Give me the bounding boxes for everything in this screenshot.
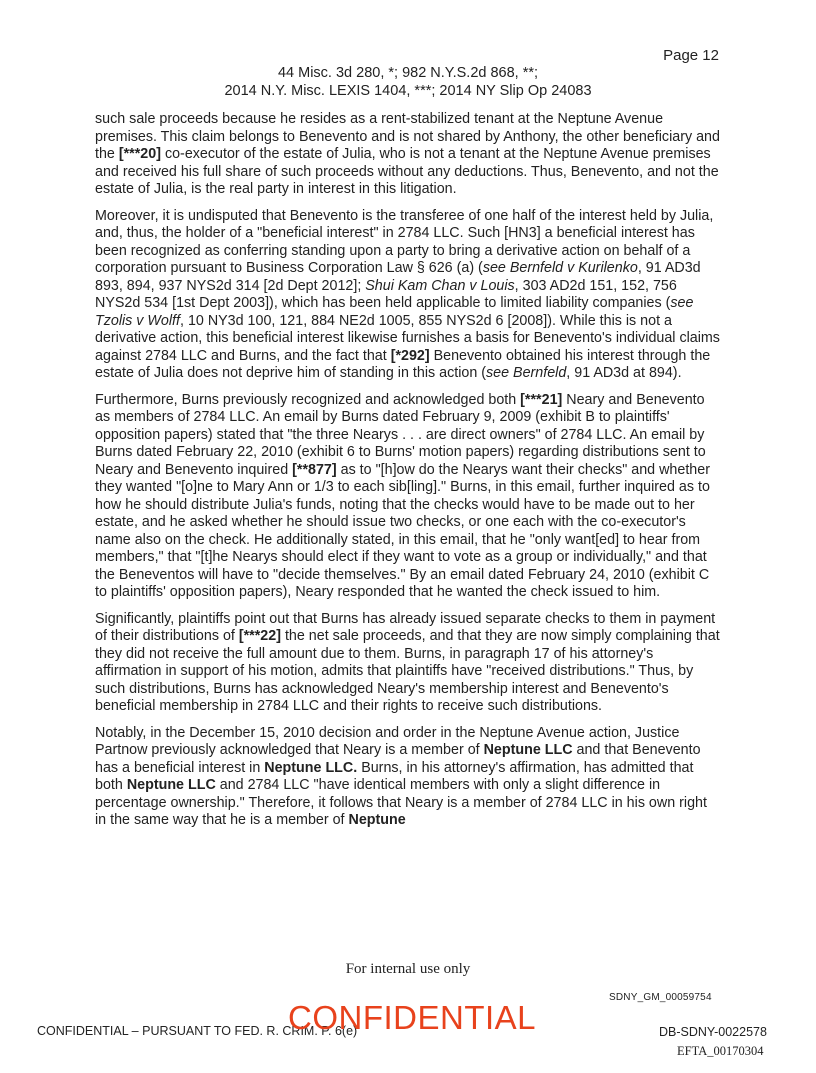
confidential-stamp: CONFIDENTIAL [288, 999, 537, 1036]
internal-use-note: For internal use only [345, 961, 471, 977]
opinion-body [95, 111, 720, 839]
bates-number-gm: SDNY_GM_00059754 [609, 992, 712, 1003]
case-citation: see Tzolis v Wolff [95, 295, 694, 329]
page-number: Page 12 [663, 47, 719, 64]
case-citation: see Bernfeld [486, 365, 567, 381]
paragraph-5: Notably, in the December 15, 2010 decision and order in the Neptune Avenue action, Justice Partnow previously acknowledged that Neary is a member of Neptune LLC and that Benevento has a beneficial interest in Neptune LLC. Burns, in his attorney's affirmation, has admitted that both Neptune LLC and 2784 LLC "have identical members with only a slight difference in percentage ownership." Therefore, it follows that Neary is a member of 2784 LLC in his own right in the same way that he is a member of Neptune [95, 724, 707, 828]
citation-header [0, 64, 816, 100]
citation-line-2: 2014 N.Y. Misc. LEXIS 1404, ***; 2014 NY Slip Op 24083 [224, 83, 592, 99]
citation-line-1: 44 Misc. 3d 280, *; 982 N.Y.S.2d 868, **; [277, 65, 539, 81]
paragraph-2: Moreover, it is undisputed that Benevento is the transferee of one half of the interest held by Julia, and, thus, the holder of a "beneficial interest" in 2784 LLC. Such [HN3] a beneficial interest has been recognized as conferring standing upon a party to bring a derivative action on behalf of a corporation pursuant to Business Corporation Law § 626 (a) (see Bernfeld v Kurilenko, 91 AD3d 893, 894, 937 NYS2d 314 [2d Dept 2012]; Shui Kam Chan v Louis, 303 AD2d 151, 152, 756 NYS2d 534 [1st Dept 2003]), which has been held applicable to limited liability companies (see Tzolis v Wolff, 10 NY3d 100, 121, 884 NE2d 1005, 855 NYS2d 6 [2008]). While this is not a derivative action, this beneficial interest likewise furnishes a basis for Benevento's individual claims against 2784 LLC and Burns, and the fact that [*292] Benevento obtained his interest through the estate of Julia does not deprive him of standing in this action (see Bernfeld, 91 AD3d at 894). [95, 207, 720, 381]
paragraph-1: such sale proceeds because he resides as a rent-stabilized tenant at the Neptune Avenue premises. This claim belongs to Benevento and is not shared by Anthony, the other beneficiary and the [***20] co-executor of the estate of Julia, who is not a tenant at the Neptune Avenue premises and received his full share of such proceeds without any deductions. Thus, Benevento, and not the estate of Julia, is the real party in interest in this litigation. [95, 111, 720, 197]
page-marker: [***22] [238, 628, 281, 644]
confidential-notice: CONFIDENTIAL – PURSUANT TO FED. R. CRIM. P. 6(e) [37, 1024, 358, 1038]
highlighted-term: Neptune LLC [483, 742, 573, 758]
highlighted-term: Neptune LLC. [264, 759, 358, 776]
page-marker: [**877] [292, 461, 337, 478]
bates-number-db: DB-SDNY-0022578 [659, 1025, 767, 1039]
efta-number: EFTA_00170304 [677, 1044, 764, 1058]
page-marker: [*292] [390, 347, 430, 364]
case-citation: see Bernfeld v Kurilenko [482, 260, 638, 276]
case-citation: Shui Kam Chan v Louis [365, 277, 515, 294]
highlighted-term: Neptune [348, 812, 406, 828]
paragraph-3: Furthermore, Burns previously recognized and acknowledged both [***21] Neary and Benevento as members of 2784 LLC. An email by Burns dated February 9, 2009 (exhibit B to plaintiffs' opposition papers) stated that "the three Nearys . . . are direct owners" of 2784 LLC. An email by Burns dated February 22, 2010 (exhibit 6 to Burns' motion papers) regarding distributions sent to Neary and Benevento inquired [**877] as to "[h]ow do the Nearys want their checks" and whether they wanted "[o]ne to Mary Ann or 1/3 to each sib[ling]." Burns, in this email, further inquired as to how he should distribute Julia's funds, noting that the checks would have to be made out to her estate, and he asked whether he should issue two checks, or one each with the co-executor's name also on the check. He additionally stated, in this email, that he "only want[ed] to hear from members," that "[t]he Nearys should elect if they want to vote as a group or individually," and that the Beneventos will have to "decide themselves." By an email dated February 24, 2010 (exhibit C to plaintiffs' opposition papers), Neary responded that he wanted the check issued to him. [95, 391, 710, 600]
highlighted-term: Neptune LLC [126, 777, 216, 793]
page-marker: [***21] [520, 391, 563, 408]
page-marker: [***20] [118, 146, 161, 162]
paragraph-4: Significantly, plaintiffs point out that Burns has already issued separate checks to them in payment of their distributions of [***22] the net sale proceeds, and that they are now simply complaining that they did not receive the full amount due to them. Burns, in paragraph 17 of his attorney's affirmation in support of his motion, admits that plaintiffs have "received distributions." Thus, by such distributions, Burns has acknowledged Neary's membership interest and Benevento's beneficial membership in 2784 LLC and their rights to receive such distributions. [95, 610, 720, 714]
